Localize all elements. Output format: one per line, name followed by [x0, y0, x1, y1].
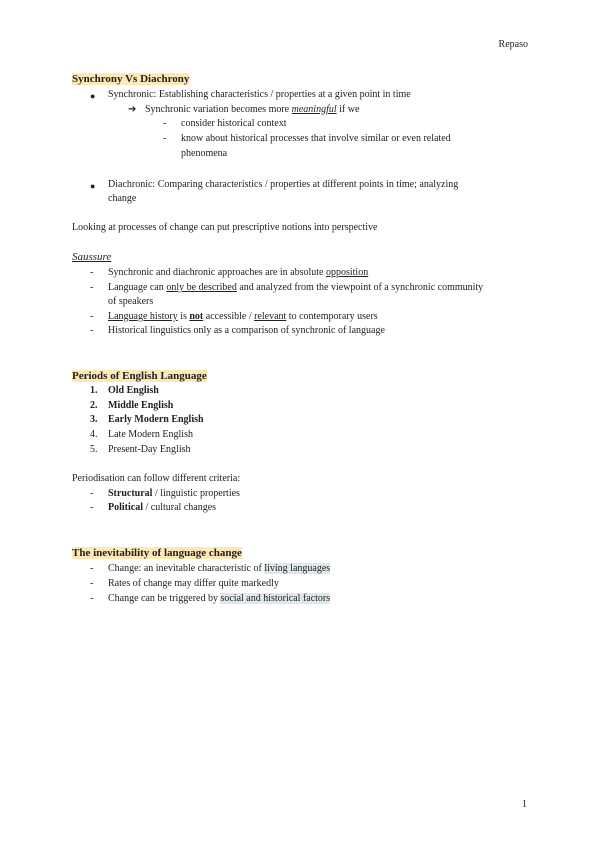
period-number: 2.: [90, 400, 98, 411]
criteria-text: Periodisation can follow different criteria:: [72, 473, 241, 484]
saussure-heading: Saussure: [72, 251, 112, 263]
dash-icon: -: [90, 502, 94, 513]
criteria-political: Political / cultural changes: [108, 502, 217, 513]
dash-icon: -: [90, 593, 94, 604]
period-old-english: Old English: [108, 385, 159, 396]
bullet-icon: ●: [90, 181, 96, 191]
dash-icon: -: [163, 133, 167, 144]
inevitability-item-1: Change: an inevitable characteristic of living languages: [108, 563, 331, 574]
period-number: 5.: [90, 444, 98, 455]
period-late-modern-english: Late Modern English: [108, 429, 193, 440]
heading-periods: Periods of English Language: [72, 370, 207, 382]
saussure-item-1: Synchronic and diachronic approaches are in absolute opposition: [108, 267, 369, 278]
dash-icon: -: [90, 563, 94, 574]
saussure-item-4: Historical linguistics only as a comparison of synchronic of language: [108, 325, 385, 336]
synchronic-text: Synchronic: Establishing characteristics / properties at a given point in time: [108, 89, 411, 100]
period-number: 1.: [90, 385, 98, 396]
sub-item-processes-cont: phenomena: [181, 148, 228, 159]
dash-icon: -: [90, 311, 94, 322]
looking-text: Looking at processes of change can put prescriptive notions into perspective: [72, 222, 378, 233]
arrow-item: Synchronic variation becomes more meaningful if we: [145, 104, 360, 115]
period-middle-english: Middle English: [108, 400, 174, 411]
period-early-modern-english: Early Modern English: [108, 414, 204, 425]
criteria-structural: Structural / linguistic properties: [108, 488, 240, 499]
saussure-item-2-cont: of speakers: [108, 296, 154, 307]
arrow-right-icon: ➔: [128, 104, 137, 115]
saussure-item-3: Language history is not accessible / relevant to contemporary users: [108, 311, 378, 322]
page-number: 1: [522, 799, 527, 810]
diachronic-text: Diachronic: Comparing characteristics / properties at different points in time; analyzing: [108, 179, 459, 190]
inevitability-item-3: Change can be triggered by social and historical factors: [108, 593, 331, 604]
period-present-day-english: Present-Day English: [108, 444, 191, 455]
dash-icon: -: [163, 118, 167, 129]
document-header: Repaso: [498, 39, 528, 50]
inevitability-item-2: Rates of change may differ quite markedly: [108, 578, 279, 589]
saussure-item-2: Language can only be described and analyzed from the viewpoint of a synchronic community: [108, 282, 484, 293]
dash-icon: -: [90, 267, 94, 278]
dash-icon: -: [90, 325, 94, 336]
heading-synchrony: Synchrony Vs Diachrony: [72, 73, 190, 85]
diachronic-text-cont: change: [108, 193, 137, 204]
sub-item-processes: know about historical processes that involve similar or even related: [181, 133, 451, 144]
dash-icon: -: [90, 578, 94, 589]
sub-item-context: consider historical context: [181, 118, 287, 129]
bullet-icon: ●: [90, 91, 96, 101]
heading-inevitability: The inevitability of language change: [72, 547, 242, 559]
period-number: 3.: [90, 414, 98, 425]
dash-icon: -: [90, 488, 94, 499]
period-number: 4.: [90, 429, 98, 440]
dash-icon: -: [90, 282, 94, 293]
